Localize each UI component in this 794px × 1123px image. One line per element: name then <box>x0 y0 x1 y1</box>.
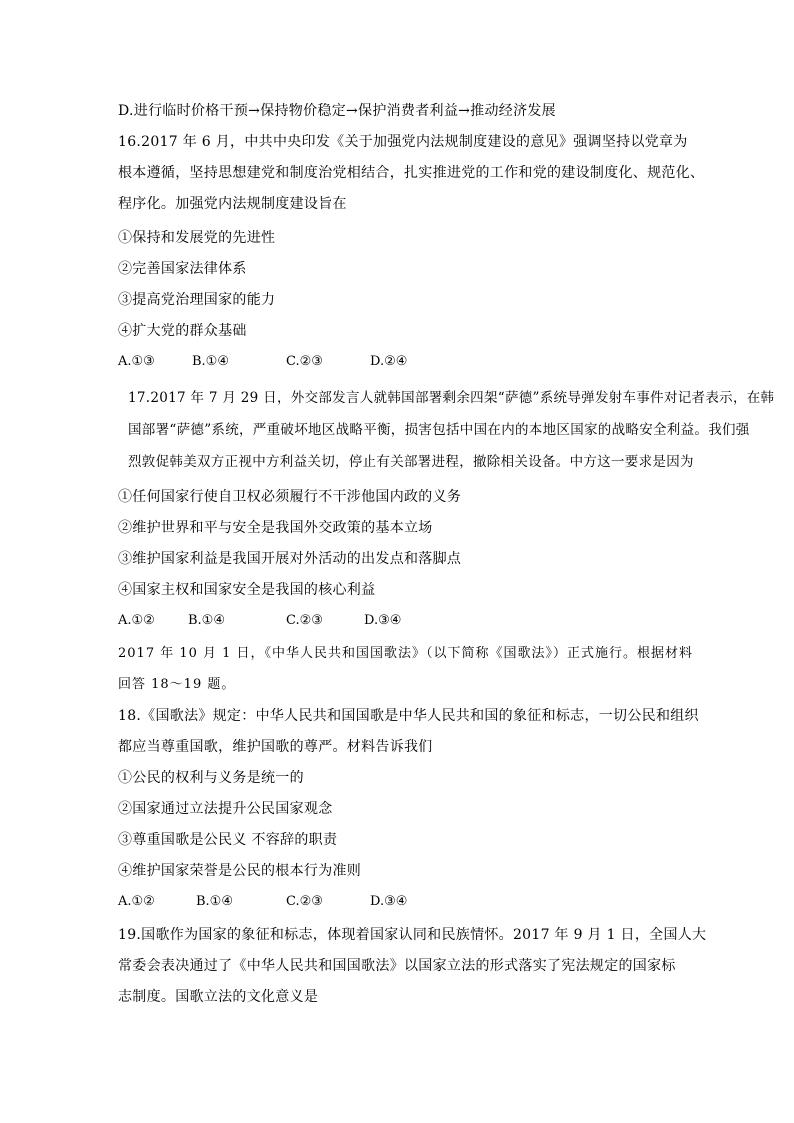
q17-choices <box>118 611 418 631</box>
q18-statement-3: ③尊重国歌是公民义 不容辞的职责 <box>118 832 338 848</box>
q18-line-2: 都应当尊重国歌，维护国歌的尊严。材料告诉我们 <box>118 739 433 755</box>
q17-line-2: 国部署“萨德”系统，严重破坏地区战略平衡，损害包括中国在内的本地区国家的战略安全利益。我们强 <box>128 422 750 438</box>
q16-line-2: 根本遵循，坚持思想建党和制度治党相结合，扎实推进党的工作和党的建设制度化、规范化、 <box>118 165 705 181</box>
material-line-2: 回答 18～19 题。 <box>118 677 236 692</box>
q16-statement-1: ①保持和发展党的先进性 <box>118 230 276 246</box>
q16-line-3: 程序化。加强党内法规制度建设旨在 <box>118 196 347 212</box>
q16-line-1: 16.2017 年 6 月，中共中央印发《关于加强党内法规制度建设的意见》强调坚持以党章为 <box>118 134 688 150</box>
q18-choice-b: B.①④ <box>196 894 233 909</box>
q19-line-1: 19.国歌作为国家的象征和标志，体现着国家认同和民族情怀。2017 年 9 月 1 日，全国人大 <box>118 927 707 943</box>
q18-choices <box>118 892 418 912</box>
q16-choice-b: B.①④ <box>192 354 229 369</box>
q18-choice-d: D.③④ <box>370 894 408 909</box>
q18-line-1: 18.《国歌法》规定：中华人民共和国国歌是中华人民共和国的象征和标志，一切公民和组织 <box>118 708 699 724</box>
q18-choice-a: A.①② <box>118 894 155 909</box>
q15-option-d: D.进行临时价格干预→保持物价稳定→保护消费者利益→推动经济发展 <box>118 103 556 119</box>
q19-line-3: 志制度。国歌立法的文化意义是 <box>118 989 319 1005</box>
q17-line-1: 17.2017 年 7 月 29 日，外交部发言人就韩国部署剩余四架“萨德”系统导弹发射车事件对记者表示，在韩 <box>128 390 775 406</box>
q17-choice-a: A.①② <box>118 613 155 628</box>
q17-statement-2: ②维护世界和平与安全是我国外交政策的基本立场 <box>118 520 433 536</box>
q16-statement-2: ②完善国家法律体系 <box>118 261 247 277</box>
q16-statement-3: ③提高党治理国家的能力 <box>118 292 276 308</box>
q16-choice-a: A.①③ <box>118 354 155 369</box>
q17-choice-d: D.③④ <box>364 613 402 628</box>
q17-choice-b: B.①④ <box>188 613 225 628</box>
q17-statement-3: ③维护国家利益是我国开展对外活动的出发点和落脚点 <box>118 551 462 567</box>
q18-choice-c: C.②③ <box>286 894 323 909</box>
q16-choice-c: C.②③ <box>286 354 323 369</box>
q16-statement-4: ④扩大党的群众基础 <box>118 323 247 339</box>
q18-statement-1: ①公民的权利与义务是统一的 <box>118 770 304 786</box>
q18-statement-4: ④维护国家荣誉是公民的根本行为准则 <box>118 863 362 879</box>
q19-line-2: 常委会表决通过了《中华人民共和国国歌法》以国家立法的形式落实了宪法规定的国家标 <box>118 958 676 974</box>
q17-line-3: 烈敦促韩美双方正视中方利益关切，停止有关部署进程，撤除相关设备。中方这一要求是因为 <box>128 454 694 470</box>
q16-choice-d: D.②④ <box>370 354 408 369</box>
material-line-1: 2017 年 10 月 1 日，《中华人民共和国国歌法》（以下简称《国歌法》）正式施行。根据材料 <box>118 646 694 661</box>
q16-choices <box>118 352 418 372</box>
q17-statement-1: ①任何国家行使自卫权必须履行不干涉他国内政的义务 <box>118 489 462 505</box>
q17-statement-4: ④国家主权和国家安全是我国的核心利益 <box>118 582 376 598</box>
q17-choice-c: C.②③ <box>286 613 323 628</box>
q18-statement-2: ②国家通过立法提升公民国家观念 <box>118 801 333 817</box>
